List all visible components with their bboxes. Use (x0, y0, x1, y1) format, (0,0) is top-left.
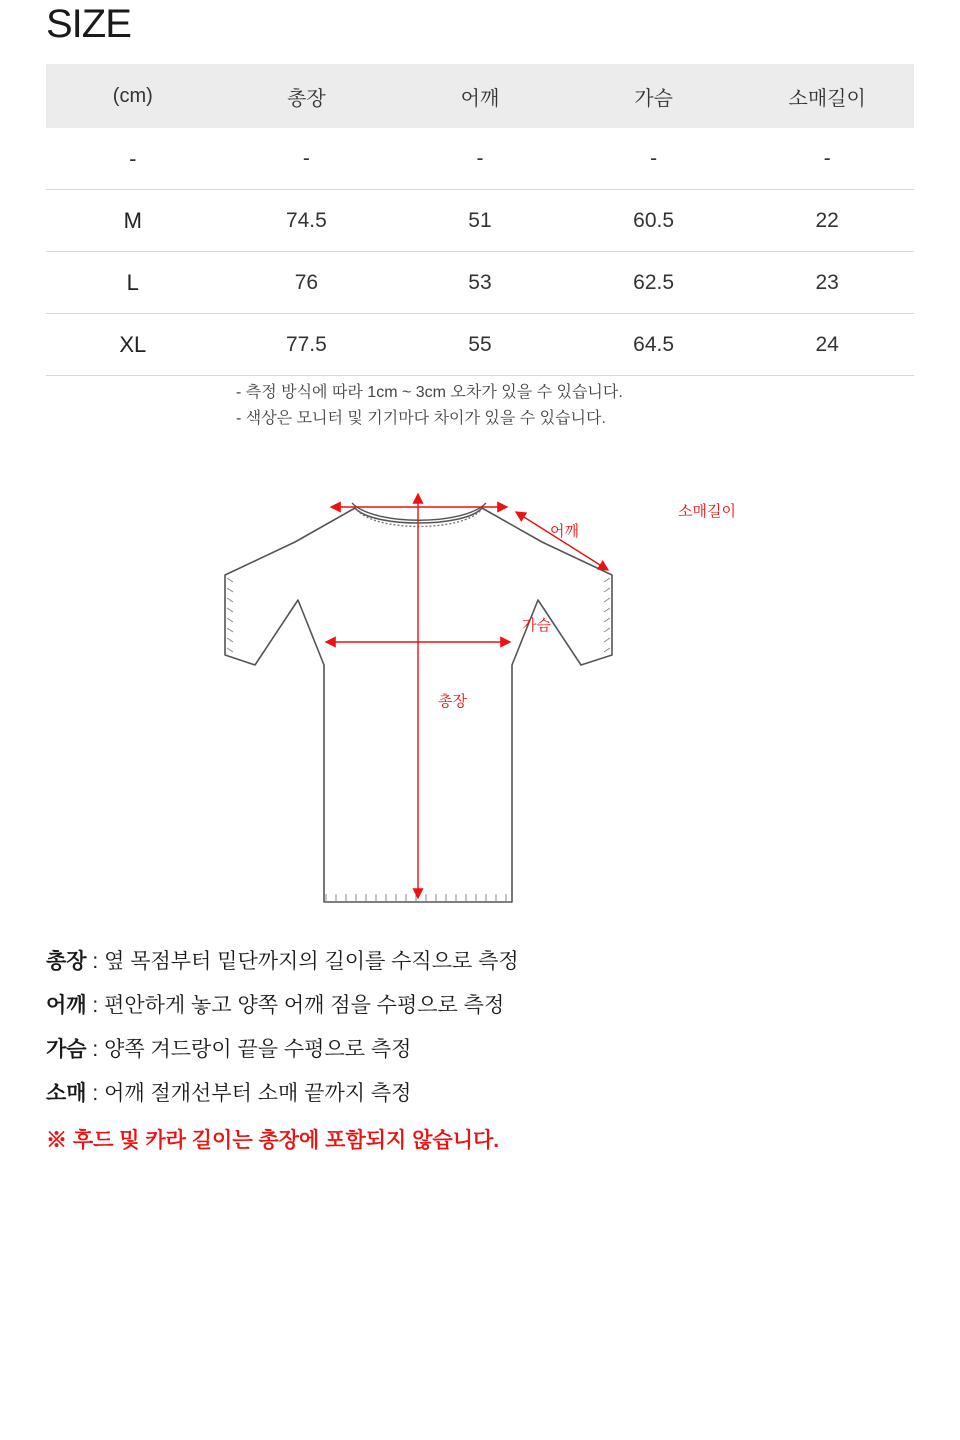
size-table (46, 64, 914, 376)
table-row (46, 314, 914, 376)
cell-shoulder: - (393, 128, 567, 190)
table-row (46, 128, 914, 190)
description-shoulder (46, 988, 926, 1024)
label-sleeve: 소매길이 (678, 503, 736, 520)
description-text: : 어깨 절개선부터 소매 끝까지 측정 (86, 1082, 412, 1105)
cell-chest: 64.5 (567, 314, 741, 376)
column-header-sleeve: 소매길이 (740, 64, 914, 128)
measurement-notes (236, 380, 623, 432)
page-title: SIZE (46, 2, 131, 46)
cell-sleeve: - (740, 128, 914, 190)
column-header-shoulder: 어깨 (393, 64, 567, 128)
cell-shoulder: 55 (393, 314, 567, 376)
cell-chest: 62.5 (567, 252, 741, 314)
description-length (46, 944, 926, 980)
description-sleeve (46, 1076, 926, 1112)
table-row (46, 252, 914, 314)
cell-chest: 60.5 (567, 190, 741, 252)
row-size-label: - (46, 128, 220, 190)
note-tolerance: - 측정 방식에 따라 1cm ~ 3cm 오차가 있을 수 있습니다. (236, 384, 623, 401)
description-text: : 편안하게 놓고 양쪽 어깨 점을 수평으로 측정 (86, 994, 505, 1017)
size-table-head (46, 64, 914, 128)
label-shoulder: 어깨 (550, 523, 579, 540)
cell-sleeve: 24 (740, 314, 914, 376)
measurement-descriptions (46, 944, 926, 1158)
description-key: 가슴 (46, 1038, 87, 1061)
warning-note: ※ 후드 및 카라 길이는 총장에 포함되지 않습니다. (46, 1129, 500, 1152)
cell-length: - (220, 128, 394, 190)
description-key: 소매 (46, 1082, 87, 1105)
description-chest (46, 1032, 926, 1068)
label-chest: 가슴 (522, 617, 551, 634)
table-header-row (46, 64, 914, 128)
table-row (46, 190, 914, 252)
cell-length: 77.5 (220, 314, 394, 376)
cell-length: 74.5 (220, 190, 394, 252)
description-text: : 옆 목점부터 밑단까지의 길이를 수직으로 측정 (86, 950, 519, 973)
size-table-body (46, 128, 914, 376)
cell-sleeve: 22 (740, 190, 914, 252)
column-header-unit: (cm) (46, 64, 220, 128)
description-key: 어깨 (46, 994, 87, 1017)
description-key: 총장 (46, 950, 87, 973)
row-size-label: L (46, 252, 220, 314)
cell-shoulder: 51 (393, 190, 567, 252)
garment-diagram (200, 470, 770, 920)
row-size-label: XL (46, 314, 220, 376)
cell-chest: - (567, 128, 741, 190)
cell-sleeve: 23 (740, 252, 914, 314)
column-header-length: 총장 (220, 64, 394, 128)
column-header-chest: 가슴 (567, 64, 741, 128)
cell-shoulder: 53 (393, 252, 567, 314)
row-size-label: M (46, 190, 220, 252)
cell-length: 76 (220, 252, 394, 314)
description-text: : 양쪽 겨드랑이 끝을 수평으로 측정 (86, 1038, 412, 1061)
note-color: - 색상은 모니터 및 기기마다 차이가 있을 수 있습니다. (236, 410, 606, 427)
label-length: 총장 (438, 693, 467, 710)
